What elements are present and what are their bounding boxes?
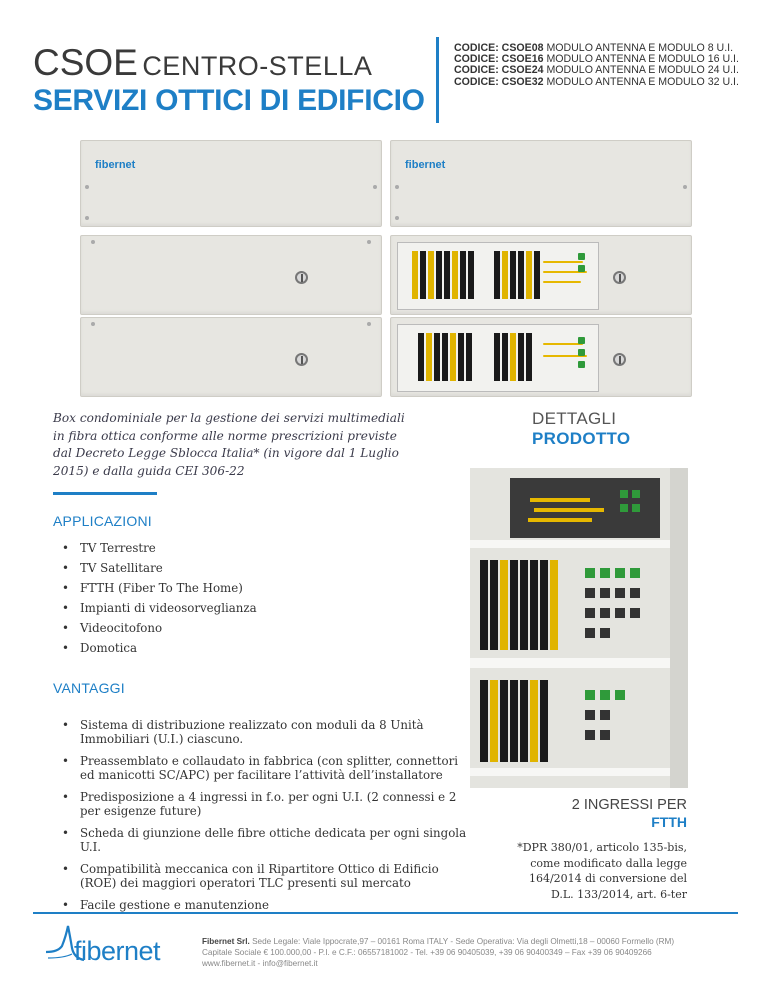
code-row: CODICE: CSOE32 MODULO ANTENNA E MODULO 32 U.I.: [454, 75, 739, 88]
footer-logo: [44, 922, 174, 970]
code-row: CODICE: CSOE24 MODULO ANTENNA E MODULO 24 U.I.: [454, 64, 739, 77]
product-photo-graphic: [470, 468, 688, 788]
title-part2: CENTRO-STELLA: [142, 51, 373, 81]
details-heading-line2: PRODOTTO: [532, 429, 631, 448]
lock-icon: [613, 353, 626, 366]
code-row: CODICE: CSOE16 MODULO ANTENNA E MODULO 16 U.I.: [454, 53, 739, 66]
footer-logo-text: fibernet: [74, 936, 161, 966]
ui-module-right-top: [390, 235, 692, 315]
legal-note: *DPR 380/01, articolo 135-bis, come modificato dalla legge 164/2014 di conversione del D.L. 133/2014, art. 6-ter: [517, 841, 687, 901]
footer-info: [202, 937, 742, 969]
details-heading-line1: DETTAGLI: [532, 409, 617, 428]
list-item: • Domotica: [53, 641, 433, 661]
list-item: • Scheda di giunzione delle fibre ottiche dedicata per ogni singola U.I.: [53, 826, 473, 854]
page-subtitle: SERVIZI OTTICI DI EDIFICIO: [33, 84, 425, 117]
cabinet-illustration: [80, 135, 695, 400]
intro-underline: [53, 492, 157, 495]
list-item: • TV Terrestre: [53, 541, 433, 561]
open-rack: [397, 324, 599, 392]
antenna-module-right: [390, 140, 692, 227]
vantaggi-list: [53, 718, 473, 912]
applicazioni-heading: APPLICAZIONI: [53, 513, 152, 529]
intro-text: Box condominiale per la gestione dei servizi multimediali in fibra ottica conforme alle norme prescrizioni previste dal Decreto Legge Sblocca Italia* (in vigore dal 1 Luglio 2015) e dalla guida CEI 306-22: [53, 411, 405, 478]
list-item: • Preassemblato e collaudato in fabbrica (con splitter, connettori ed manicotti SC/APC) per facilitare l’attività dell’installatore: [53, 754, 473, 782]
footer-line1: Fibernet Srl. Sede Legale: Viale Ippocrate,97 – 00161 Roma ITALY - Sede Operativa: Via degli Olmetti,18 – 00060 Formello (RM): [202, 937, 675, 946]
product-photo: [470, 468, 688, 788]
lock-icon: [295, 271, 308, 284]
applicazioni-list: [53, 541, 433, 661]
list-item: • Predisposizione a 4 ingressi in f.o. per ogni U.I. (2 connessi e 2 per esigenze future): [53, 790, 473, 818]
brand-logo-small: fibernet: [405, 159, 446, 171]
list-item: • TV Satellitare: [53, 561, 433, 581]
ui-module-left-bottom: [80, 317, 382, 397]
header-divider: [436, 37, 439, 123]
list-item: • FTTH (Fiber To The Home): [53, 581, 433, 601]
ui-module-right-bottom: [390, 317, 692, 397]
ingressi-line2: FTTH: [651, 814, 687, 830]
antenna-module-left: [80, 140, 382, 227]
lock-icon: [295, 353, 308, 366]
lock-icon: [613, 271, 626, 284]
code-row: CODICE: CSOE08 MODULO ANTENNA E MODULO 8 U.I.: [454, 42, 734, 54]
vantaggi-heading: VANTAGGI: [53, 680, 125, 696]
open-rack: [397, 242, 599, 310]
list-item: • Sistema di distribuzione realizzato con moduli da 8 Unità Immobiliari (U.I.) ciascuno.: [53, 718, 473, 746]
title-part1: CSOE: [33, 42, 138, 83]
list-item: • Facile gestione e manutenzione: [53, 898, 473, 912]
list-item: • Impianti di videosorveglianza: [53, 601, 433, 621]
footer-divider: [33, 912, 738, 914]
list-item: • Compatibilità meccanica con il Ripartitore Ottico di Edificio (ROE) dei maggiori operatori TLC presenti sul mercato: [53, 862, 473, 890]
page-title: [33, 42, 372, 84]
product-codes: [454, 43, 739, 88]
ingressi-line1: 2 INGRESSI PER: [571, 797, 687, 813]
footer-line2: Capitale Sociale € 100.000,00 - P.I. e C.F.: 06557181002 - Tel. +39 06 90405039, +39 06 90400349 – Fax +39 06 90409266: [202, 947, 652, 957]
footer-line3: www.fibernet.it - info@fibernet.it: [202, 958, 318, 968]
brand-logo-small: fibernet: [95, 159, 136, 171]
ui-module-left-top: [80, 235, 382, 315]
list-item: • Videocitofono: [53, 621, 433, 641]
